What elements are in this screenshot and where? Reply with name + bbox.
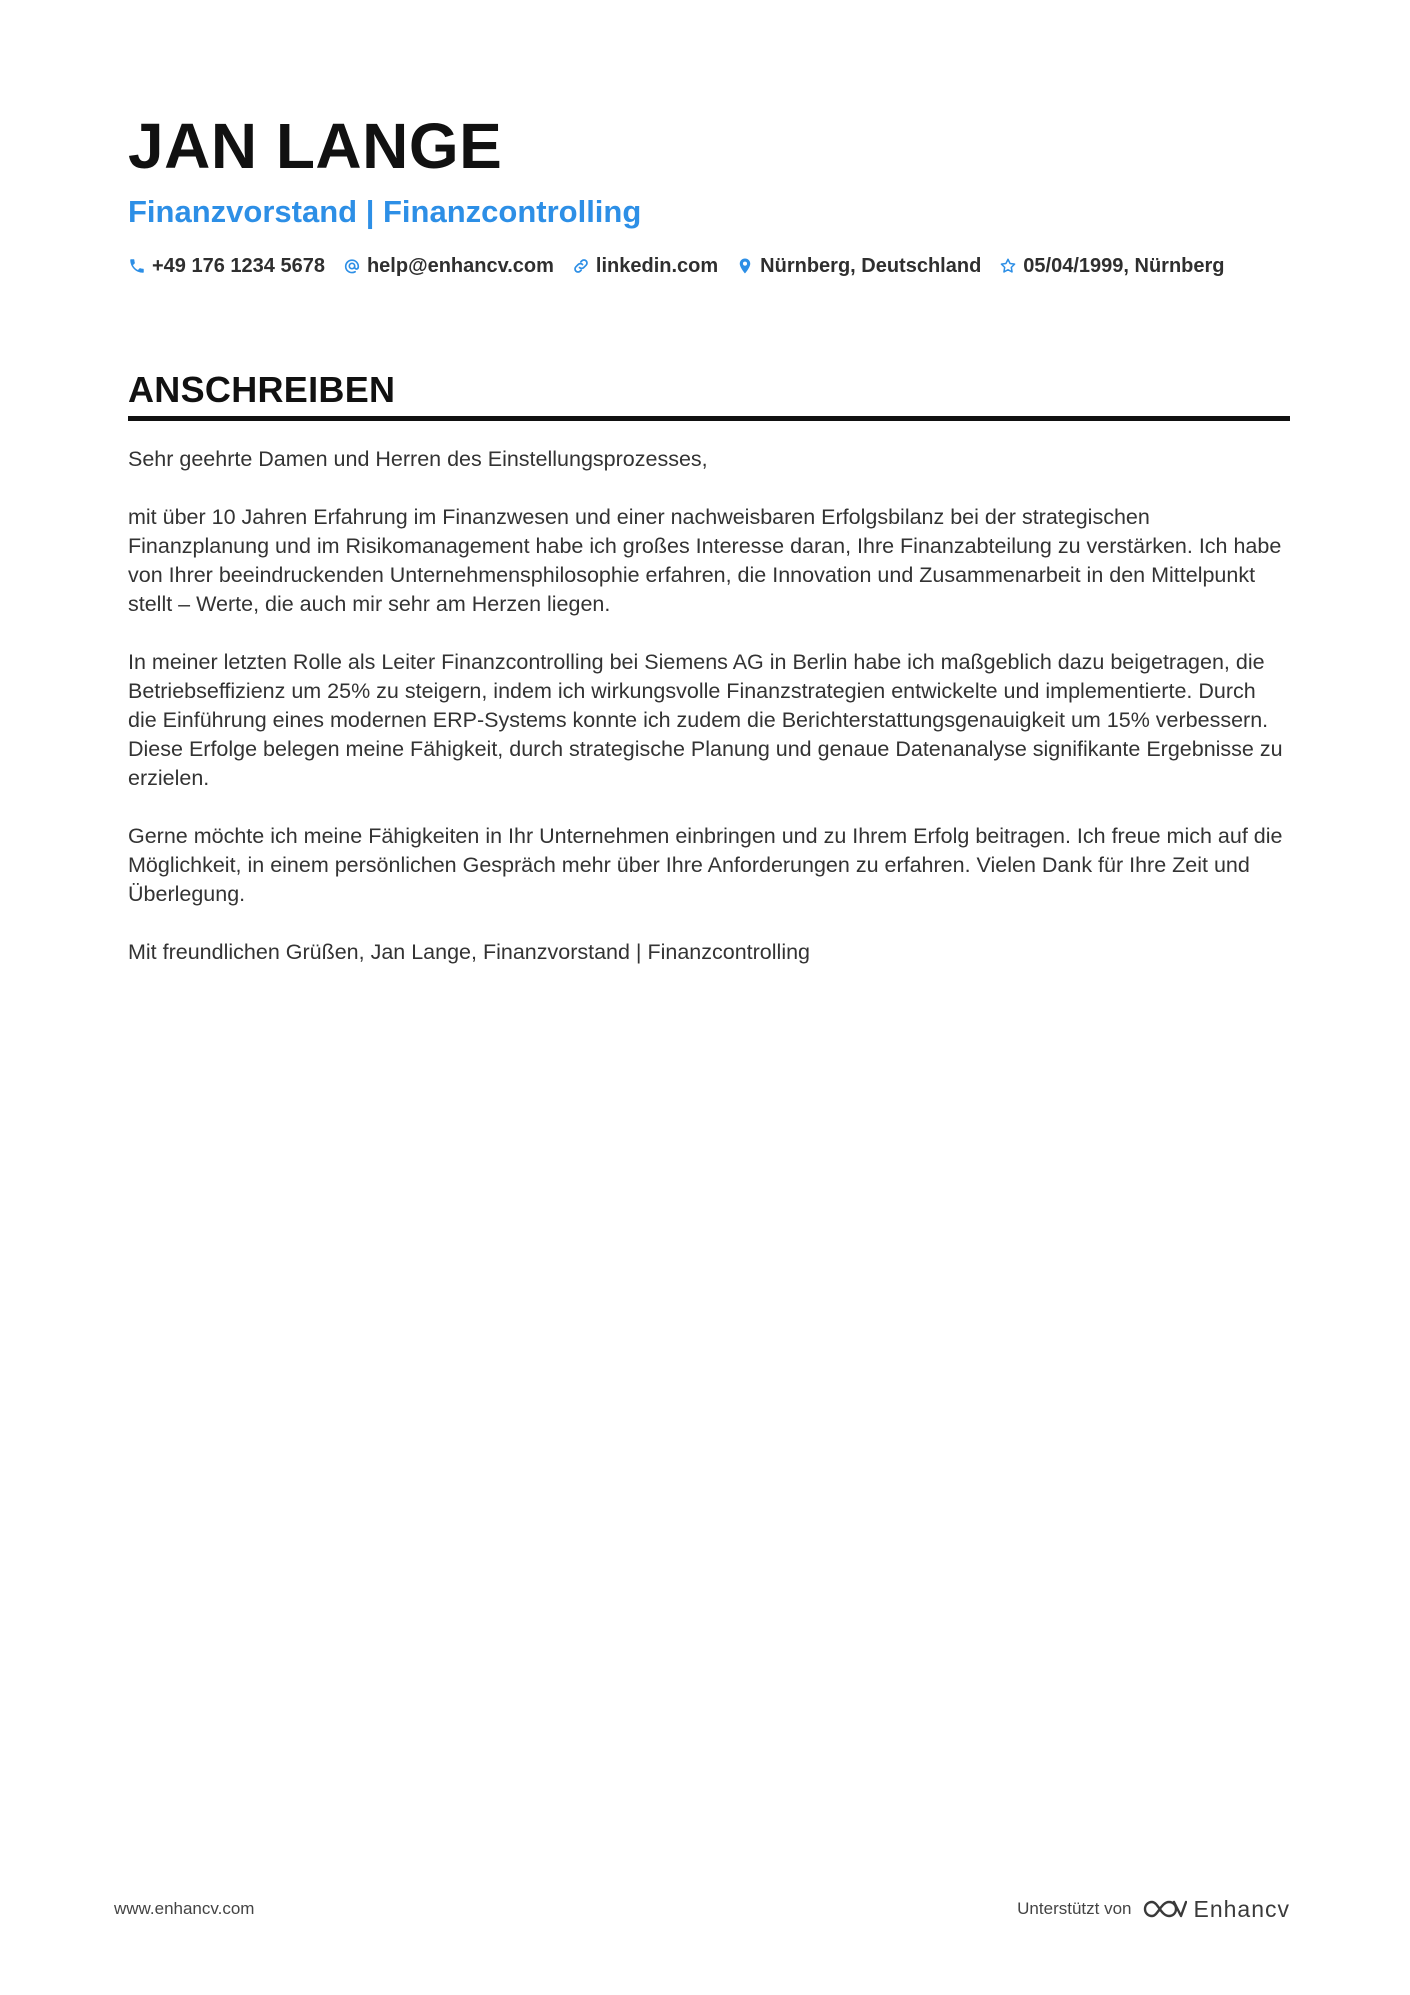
contact-email-text: help@enhancv.com xyxy=(366,255,554,277)
contact-phone xyxy=(128,252,325,280)
contact-linkedin-text: linkedin.com xyxy=(595,255,719,277)
contact-birthdate xyxy=(999,252,1224,280)
letter-paragraph: In meiner letzten Rolle als Leiter Finanzcontrolling bei Siemens AG in Berlin habe ich maßgeblich dazu beigetragen, die Betriebseffizienz um 25% zu steigern, indem ich wirkungsvolle Finanzstrategien entwickelte und implementierte. Durch die Einführung eines modernen ERP-Systems konnte ich zudem die Berichterstattungsgenauigkeit um 15% verbessern. Diese Erfolge belegen meine Fähigkeit, durch strategische Planung und genaue Datenanalyse signifikante Ergebnisse zu erzielen. xyxy=(128,650,1283,790)
contact-location xyxy=(736,252,981,280)
section-divider xyxy=(128,416,1290,421)
at-icon xyxy=(343,257,361,275)
enhancv-logo-icon xyxy=(1141,1896,1187,1922)
letter-body xyxy=(128,445,1290,967)
contact-email[interactable] xyxy=(343,252,554,280)
link-icon xyxy=(572,257,590,275)
page-footer xyxy=(114,1894,1290,1924)
contact-phone-text: +49 176 1234 5678 xyxy=(152,255,325,277)
cover-letter-page xyxy=(128,108,1290,996)
powered-by-label: Unterstützt von xyxy=(1017,1899,1132,1918)
applicant-role: Finanzvorstand | Finanzcontrolling xyxy=(128,194,642,229)
letter-closing: Mit freundlichen Grüßen, Jan Lange, Finanzvorstand | Finanzcontrolling xyxy=(128,940,811,964)
phone-icon xyxy=(128,257,146,275)
star-icon xyxy=(999,257,1017,275)
contact-bar xyxy=(128,252,1290,280)
section-title: ANSCHREIBEN xyxy=(128,369,396,410)
letter-paragraph: mit über 10 Jahren Erfahrung im Finanzwesen und einer nachweisbaren Erfolgsbilanz bei der strategischen Finanzplanung und im Risikomanagement habe ich großes Interesse daran, Ihre Finanzabteilung zu verstärken. Ich habe von Ihrer beeindruckenden Unternehmensphilosophie erfahren, die Innovation und Zusammenarbeit in den Mittelpunkt stellt – Werte, die auch mir sehr am Herzen liegen. xyxy=(128,505,1282,616)
brand-logo[interactable] xyxy=(1141,1896,1290,1923)
letter-salutation: Sehr geehrte Damen und Herren des Einstellungsprozesses, xyxy=(128,447,708,471)
brand-name: Enhancv xyxy=(1193,1895,1290,1922)
contact-linkedin[interactable] xyxy=(572,252,718,280)
contact-birthdate-text: 05/04/1999, Nürnberg xyxy=(1023,255,1225,277)
contact-location-text: Nürnberg, Deutschland xyxy=(760,255,982,277)
letter-paragraph: Gerne möchte ich meine Fähigkeiten in Ihr Unternehmen einbringen und zu Ihrem Erfolg beitragen. Ich freue mich auf die Möglichkeit, in einem persönlichen Gespräch mehr über Ihre Anforderungen zu erfahren. Vielen Dank für Ihre Zeit und Überlegung. xyxy=(128,824,1283,906)
footer-website-link[interactable]: www.enhancv.com xyxy=(114,1899,255,1918)
location-pin-icon xyxy=(736,257,754,275)
footer-branding xyxy=(1017,1896,1290,1923)
applicant-name: JAN LANGE xyxy=(128,110,503,182)
